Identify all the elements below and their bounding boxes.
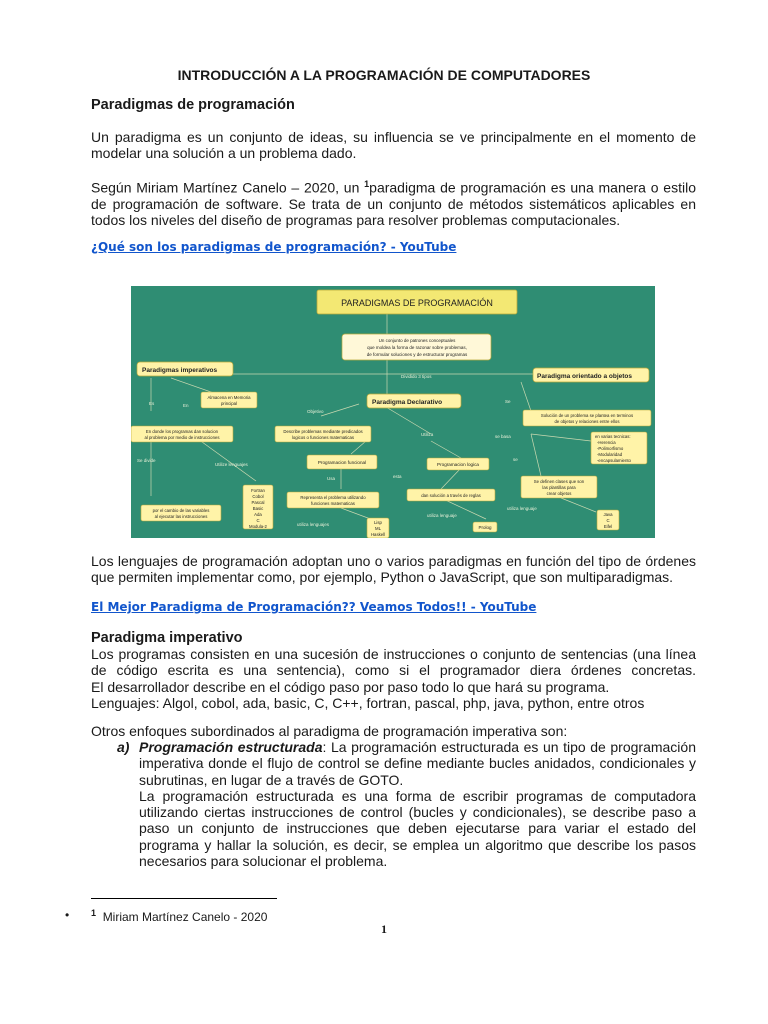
text-line: El desarrollador describe en el código paso por paso todo lo que hará su programa. bbox=[91, 678, 610, 695]
map-edge-label: utiliza lenguaje bbox=[427, 513, 457, 518]
footnote-bullet: • bbox=[65, 908, 70, 922]
paragraph-subordinate bbox=[91, 723, 696, 739]
map-text: Java bbox=[603, 512, 613, 517]
map-text: En donde los programas dan solucion bbox=[145, 429, 219, 434]
map-text: ML bbox=[375, 526, 381, 531]
map-text: Paradigma orientado a objetos bbox=[537, 373, 632, 380]
text-line: Los programas consisten en una sucesión de instrucciones o conjunto de sentencias (una línea bbox=[91, 646, 696, 662]
paragraph-martinez-definition bbox=[91, 176, 696, 229]
map-edge-label: Usa bbox=[327, 476, 336, 481]
text-line: de programación de software. Se trata de un conjunto de métodos sistemáticos aplicables en bbox=[91, 195, 696, 212]
youtube-link-paradigmas[interactable]: ¿Qué son los paradigmas de programación? - YouTube bbox=[91, 240, 457, 254]
map-edge-label: Objetivo bbox=[307, 409, 324, 414]
map-text: Describe problemas mediante predicados bbox=[283, 429, 363, 434]
map-text: Un conjunto de patrones conceptuales bbox=[378, 338, 456, 343]
map-edge-label: Utiliza bbox=[421, 432, 434, 437]
map-text: C bbox=[606, 518, 610, 523]
paragraph-languages bbox=[91, 553, 696, 586]
map-text: Haskell bbox=[370, 532, 386, 537]
text-line: subrutinas, en lugar de a través de GOTO. bbox=[139, 771, 404, 788]
map-text: dan solución a través de reglas bbox=[421, 493, 481, 498]
map-text: que moldea la forma de razonar sobre problemas, bbox=[367, 345, 467, 350]
map-text: Lisp bbox=[374, 520, 382, 525]
footnote-text: Miriam Martínez Canelo - 2020 bbox=[102, 910, 268, 924]
paragraph-definition bbox=[91, 129, 696, 162]
map-edge-label: utiliza lenguaje bbox=[507, 506, 537, 511]
map-text: Fortran bbox=[251, 488, 265, 493]
map-edge-label: se basa bbox=[495, 434, 511, 439]
map-text: al ejecutar las instrucciones bbox=[154, 514, 208, 519]
map-edge-label: utiliza lenguajes bbox=[297, 522, 330, 527]
map-text: Ada bbox=[254, 512, 262, 517]
text-line: Los lenguajes de programación adoptan uno o varios paradigmas en función del tipo de órdenes bbox=[91, 553, 696, 569]
map-text: Paradigmas imperativos bbox=[142, 367, 218, 374]
map-text: al problema por medio de instrucciones bbox=[144, 435, 220, 440]
text-line: todos los niveles del diseño de programas para resolver problemas computacionales. bbox=[91, 212, 621, 229]
text-line: imperativa donde el flujo de control se define mediante bucles anidados, condicionales y bbox=[139, 755, 696, 772]
page-number: 1 bbox=[381, 922, 387, 936]
footnote-separator bbox=[91, 898, 277, 899]
map-text: Almacena en Memoria bbox=[207, 395, 251, 400]
map-edge-label: Utilize lenguajes bbox=[215, 462, 248, 467]
map-edge-label: Dividido 3 tipos bbox=[401, 374, 432, 379]
map-text: -encapsulamiento bbox=[597, 458, 631, 463]
section-heading-paradigmas: Paradigmas de programación bbox=[91, 97, 295, 113]
map-text: en varias tecnicas: bbox=[595, 434, 631, 439]
map-edge-label: se bbox=[513, 457, 518, 462]
map-text: Basic bbox=[252, 506, 264, 511]
text-line: paso un conjunto de instrucciones que deben ejecutarse para variar el estado del bbox=[139, 820, 696, 837]
text-line bbox=[139, 739, 696, 755]
text-span: : La programación estructurada es un tipo de programación bbox=[322, 739, 696, 755]
document-title: INTRODUCCIÓN A LA PROGRAMACIÓN DE COMPUTADORES bbox=[177, 67, 591, 83]
map-edge-label: Se bbox=[505, 399, 511, 404]
text-line: Lenguajes: Algol, cobol, ada, basic, C, C++, fortran, pascal, php, java, python, entre otros bbox=[91, 694, 645, 711]
text-span: paradigma de programación es una manera o estilo bbox=[369, 179, 696, 196]
map-text: -Polimorfismo bbox=[597, 446, 624, 451]
youtube-link-mejor-paradigma[interactable]: El Mejor Paradigma de Programación?? Veamos Todos!! - YouTube bbox=[91, 600, 537, 614]
list-item-marker: a) bbox=[117, 739, 130, 755]
text-line bbox=[91, 176, 696, 196]
footnote-mark: 1 bbox=[91, 908, 97, 918]
map-title: PARADIGMAS DE PROGRAMACIÓN bbox=[341, 298, 493, 308]
text-line: que permiten implementar como, por ejemplo, Python o JavaScript, que son multiparadigmas. bbox=[91, 569, 674, 586]
section-heading-imperativo: Paradigma imperativo bbox=[91, 630, 243, 646]
map-text: Prolog bbox=[478, 525, 492, 530]
text-line: Un paradigma es un conjunto de ideas, su influencia se ve principalmente en el momento de bbox=[91, 129, 696, 145]
map-text: Cobol bbox=[252, 494, 264, 499]
text-line: necesarios para solucionar el problema. bbox=[139, 853, 388, 870]
text-line: Otros enfoques subordinados al paradigma de programación imperativa son: bbox=[91, 723, 568, 739]
map-edge-label: En bbox=[183, 403, 189, 408]
map-text: -Herencia bbox=[597, 440, 616, 445]
map-text: Paradigma Declarativo bbox=[372, 399, 443, 406]
map-text: por el cambio de las variables bbox=[152, 508, 210, 513]
map-text: las plantillas para bbox=[542, 485, 576, 490]
concept-map-image bbox=[131, 286, 655, 538]
map-edge-label: esta bbox=[393, 474, 402, 479]
map-text: funciones matematicas bbox=[311, 501, 355, 506]
map-text: principal bbox=[220, 401, 238, 406]
map-text: de formular soluciones y de estructurar programas bbox=[366, 352, 468, 357]
map-text: Eifel bbox=[603, 524, 613, 529]
map-text: Programacion funcional bbox=[317, 460, 367, 465]
map-text: Solución de un problema se plantea en terminos bbox=[540, 413, 634, 418]
map-text: -Modularidad bbox=[597, 452, 623, 457]
text-line: La programación estructurada es una forma de escribir programas de computadora bbox=[139, 787, 696, 804]
map-edge-label: Se divide bbox=[137, 458, 156, 463]
map-text: Programacion logica bbox=[437, 462, 479, 467]
map-text: C bbox=[256, 518, 260, 523]
map-text: de objetos y relaciones entre ellos bbox=[554, 419, 620, 424]
text-line: programa y hallar la solución, es decir, se emplea un algoritmo que describe los pasos bbox=[139, 836, 696, 853]
map-edge-label: Es bbox=[149, 401, 155, 406]
map-text: crear objetos bbox=[546, 491, 572, 496]
map-text: Se definen clases que son bbox=[533, 479, 585, 484]
text-line: de código escrita es una sentencia), como si el programador diera órdenes concretas. bbox=[91, 662, 696, 679]
text-line: modelar una solución a un problema dado. bbox=[91, 145, 357, 162]
list-item-structured-programming bbox=[139, 739, 696, 869]
text-line: utilizando ciertas instrucciones de control (bucles y condicionales), se describe paso a bbox=[139, 804, 696, 821]
map-text: Pascal bbox=[251, 500, 265, 505]
map-text: logicos o funciones matematicas bbox=[291, 435, 355, 440]
text-span: Según Miriam Martínez Canelo – 2020, un bbox=[91, 179, 365, 196]
map-text: Representa el problema utilizando bbox=[300, 495, 366, 500]
map-text: Modula-2 bbox=[249, 524, 267, 529]
footnote-reference[interactable]: 1 bbox=[364, 179, 370, 189]
term-structured-programming: Programación estructurada bbox=[139, 739, 323, 755]
paragraph-imperative bbox=[91, 646, 696, 711]
